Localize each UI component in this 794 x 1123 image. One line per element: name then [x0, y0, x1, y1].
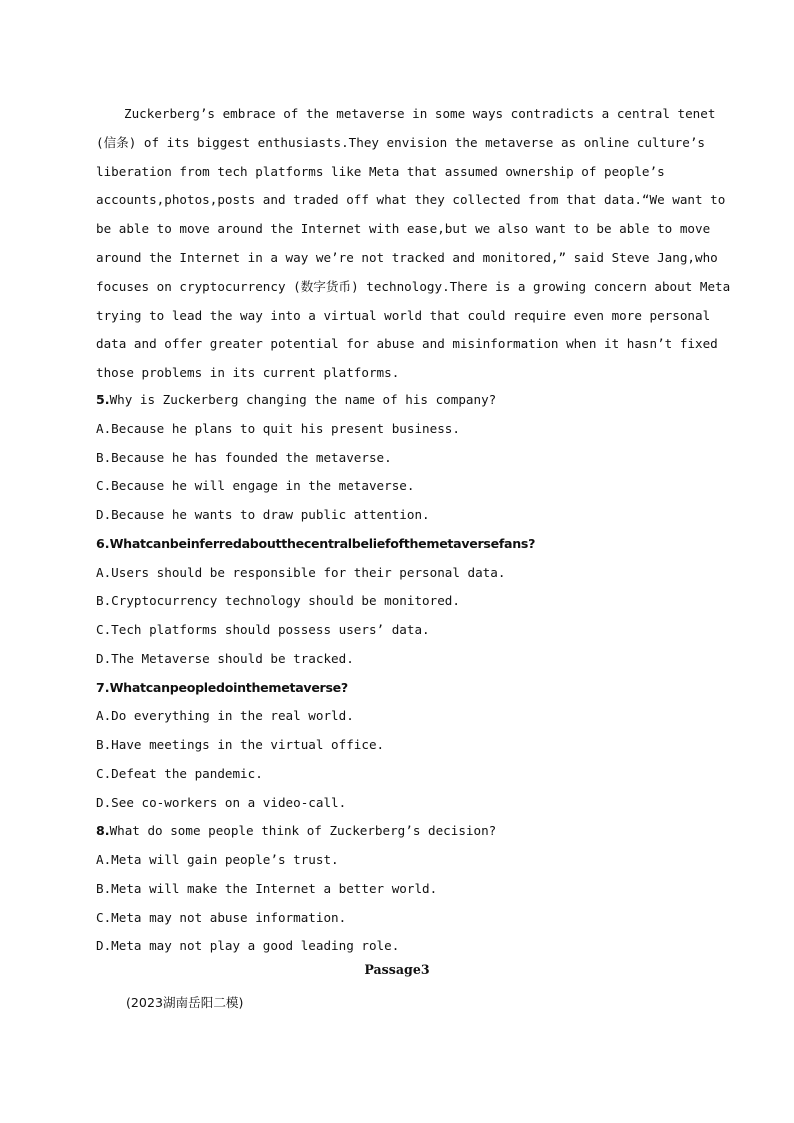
option-c: C.Tech platforms should possess users’ data. [96, 622, 430, 637]
option-b: B.Have meetings in the virtual office. [96, 737, 385, 752]
question-8 [96, 817, 700, 846]
option-c: C.Defeat the pandemic. [96, 765, 263, 781]
question-7 [96, 674, 700, 703]
option-a: A.Because he plans to quit his present business. [96, 420, 460, 436]
question-5 [96, 386, 700, 415]
question-number: 8. [96, 823, 110, 839]
paragraph-line: be able to move around the Internet with ease,but we also want to be able to move [96, 221, 711, 237]
paragraph-line: focuses on cryptocurrency (数字货币) technology.There is a growing concern about Meta [96, 278, 731, 294]
paragraph-line: trying to lead the way into a virtual world that could require even more personal [96, 307, 711, 323]
paragraph-line: (信条) of its biggest enthusiasts.They envision the metaverse as online culture’s [96, 134, 706, 150]
passage-paragraph [96, 100, 731, 388]
paragraph-line: data and offer greater potential for abuse and misinformation when it hasn’t fixed [96, 336, 718, 352]
question-text: Why is Zuckerberg changing the name of his company? [109, 392, 497, 407]
question-text: Whatcanbeinferredaboutthecentralbeliefofthemetaversefans? [109, 535, 536, 551]
question-number: 6. [96, 535, 110, 551]
paragraph-line: liberation from tech platforms like Meta that assumed ownership of people’s [96, 163, 665, 179]
option-a: A.Users should be responsible for their personal data. [96, 564, 506, 580]
question-number: 5. [96, 392, 110, 407]
paragraph-line: around the Internet in a way we’re not tracked and monitored,” said Steve Jang,who [96, 249, 718, 265]
option-d: D.Because he wants to draw public attention. [96, 507, 430, 522]
paragraph-line: Zuckerberg’s embrace of the metaverse in some ways contradicts a central tenet [124, 106, 716, 121]
paragraph-line: those problems in its current platforms. [96, 365, 400, 381]
question-6 [96, 530, 700, 559]
question-text: What do some people think of Zuckerberg’s decision? [109, 823, 497, 839]
option-b: B.Because he has founded the metaverse. [96, 449, 392, 465]
option-c: C.Meta may not abuse information. [96, 909, 347, 925]
option-c: C.Because he will engage in the metaverse. [96, 478, 415, 494]
option-a: A.Do everything in the real world. [96, 708, 354, 724]
question-list [96, 386, 700, 961]
option-d: D.See co-workers on a video-call. [96, 794, 347, 810]
option-d: D.The Metaverse should be tracked. [96, 650, 354, 666]
question-text: Whatcanpeopledointhemetaverse? [109, 679, 348, 695]
paragraph-line: accounts,photos,posts and traded off what they collected from that data.“We want to [96, 192, 726, 208]
source-note: (2023湖南岳阳二模) [126, 995, 244, 1010]
passage-heading: Passage3 [364, 962, 430, 977]
question-number: 7. [96, 679, 110, 695]
option-b: B.Meta will make the Internet a better world. [96, 880, 438, 896]
option-b: B.Cryptocurrency technology should be monitored. [96, 593, 460, 609]
option-d: D.Meta may not play a good leading role. [96, 938, 400, 954]
option-a: A.Meta will gain people’s trust. [96, 852, 339, 867]
